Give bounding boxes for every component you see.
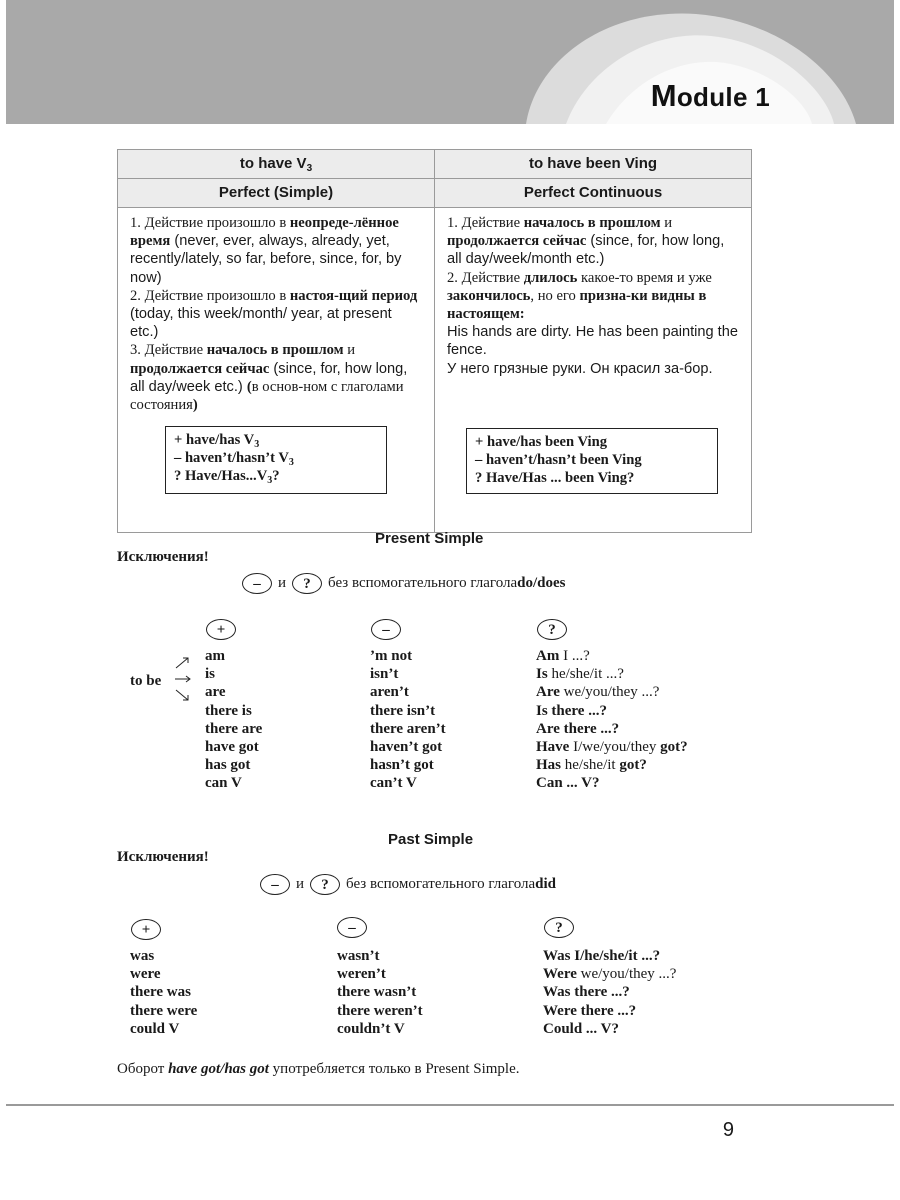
list-item: aren’t [370,684,409,701]
and-word: и [278,575,287,591]
usage-text-continuous [435,208,751,378]
present-simple-title: Present Simple [375,530,484,547]
page-number: 9 [722,1119,734,1141]
and-word: и [296,876,305,892]
list-item: Were there ...? [543,1002,637,1019]
module-title: Module 1 [650,78,770,113]
list-item: hasn’t got [370,757,434,774]
list-item: weren’t [337,966,386,983]
past-exceptions-label: Исключения! [117,849,209,865]
usage-text-simple [118,208,434,414]
formula-header-simple: to have $V_3$ [118,150,435,179]
usage-cell-simple [118,208,435,533]
question-circle-icon: ? [310,874,340,895]
usage-point-1: 1. Действие началось в прошлом и продолжается сейчас (since, for, how long, all day/week/month etc.) [447,215,725,268]
question-circle-icon: ? [537,619,567,640]
tense-comparison-table [117,149,752,533]
past-negative-column [337,947,423,1038]
list-item: there weren’t [337,1002,423,1019]
list-item: couldn’t V [337,1020,405,1037]
list-item: are [205,684,226,701]
example-russian: У него грязные руки. Он красил за-бор. [447,360,713,377]
list-item: Have I/we/you/they got? [536,739,688,756]
list-item: Can ... V? [536,775,600,792]
formula-box-continuous [466,428,718,494]
list-item: there was [130,984,191,1001]
branch-arrows-icon [170,652,196,706]
list-item: there isn’t [370,702,436,719]
formula-negative: – haven’t/hasn’t been Ving [475,452,642,468]
list-item: can’t V [370,775,417,792]
present-rule-line [240,573,566,594]
list-item: Was there ...? [543,984,630,1001]
list-item: there are [205,720,263,737]
question-circle-icon: ? [544,917,574,938]
list-item: Are we/you/they ...? [536,684,660,701]
usage-point-1: 1. Действие произошло в неопреде-лённое время (never, ever, always, already, yet, recently/lately, so far, before, since, for, by now) [130,215,402,286]
list-item: is [205,666,216,683]
list-item: ’m not [370,648,413,664]
minus-circle-icon: – [242,573,272,594]
to-be-label: to be [130,673,162,689]
list-item: there aren’t [370,720,446,737]
minus-circle-icon: – [337,917,367,938]
past-rule-line [258,874,556,895]
list-item: there were [130,1002,198,1019]
rule-auxiliary: did [535,876,557,892]
plus-circle-icon: + [206,619,236,640]
present-question-column [536,647,688,793]
tense-name-simple: Perfect (Simple) [118,179,435,208]
list-item: was [130,948,155,964]
header-band [6,0,894,124]
formula-header-continuous: to have been Ving [435,150,752,179]
list-item: were [130,966,161,983]
plus-circle-icon: + [131,919,161,940]
past-positive-column [130,947,197,1038]
footnote: Оборот have got/has got употребляется только в Present Simple. [117,1061,520,1077]
list-item: Has he/she/it got? [536,757,647,774]
minus-circle-icon: – [260,874,290,895]
list-item: there wasn’t [337,984,417,1001]
example-english: His hands are dirty. He has been painting the fence. [447,324,738,359]
usage-cell-continuous [435,208,752,533]
present-positive-column [205,647,262,793]
list-item: Could ... V? [543,1020,619,1037]
question-circle-icon: ? [292,573,322,594]
list-item: wasn’t [337,948,380,964]
rule-auxiliary: do/does [517,575,566,591]
list-item: Is he/she/it ...? [536,666,624,683]
list-item: haven’t got [370,739,443,756]
formula-box-simple [165,426,387,494]
formula-question: ? Have/Has ... been Ving? [475,470,635,486]
list-item: Am I ...? [536,648,590,664]
present-negative-column [370,647,446,793]
minus-circle-icon: – [371,619,401,640]
list-item: isn’t [370,666,399,683]
formula-negative: – haven’t/hasn’t $V_3$ [174,450,294,468]
list-item: has got [205,757,251,774]
past-simple-title: Past Simple [388,831,474,848]
rule-text: без вспомогательного глагола [346,876,536,892]
list-item: am [205,648,225,664]
bottom-divider [6,1104,894,1106]
rule-text: без вспомогательного глагола [328,575,518,591]
formula-positive: + have/has been Ving [475,434,607,450]
list-item: Were we/you/they ...? [543,966,677,983]
usage-point-3: 3. Действие началось в прошлом и продолжается сейчас (since, for, how long, all day/week etc.) (в основ-ном с глаголами состояния) [130,342,408,414]
list-item: can V [205,775,242,792]
list-item: there is [205,702,252,719]
present-exceptions-label: Исключения! [117,549,209,565]
past-question-column [543,947,676,1038]
list-item: Are there ...? [536,720,620,737]
usage-point-2: 2. Действие длилось какое-то время и уже закончилось, но его призна-ки видны в настоящем: [447,269,712,323]
list-item: could V [130,1020,180,1037]
list-item: have got [205,739,259,756]
usage-point-2: 2. Действие произошло в настоя-щий период (today, this week/month/ year, at present etc.) [130,287,418,341]
tense-name-continuous: Perfect Continuous [435,179,752,208]
formula-positive: + have/has $V_3$ [174,432,260,450]
list-item: Was I/he/she/it ...? [543,948,661,964]
list-item: Is there ...? [536,702,607,719]
formula-question: ? Have/$Has...V_3$? [174,468,280,486]
